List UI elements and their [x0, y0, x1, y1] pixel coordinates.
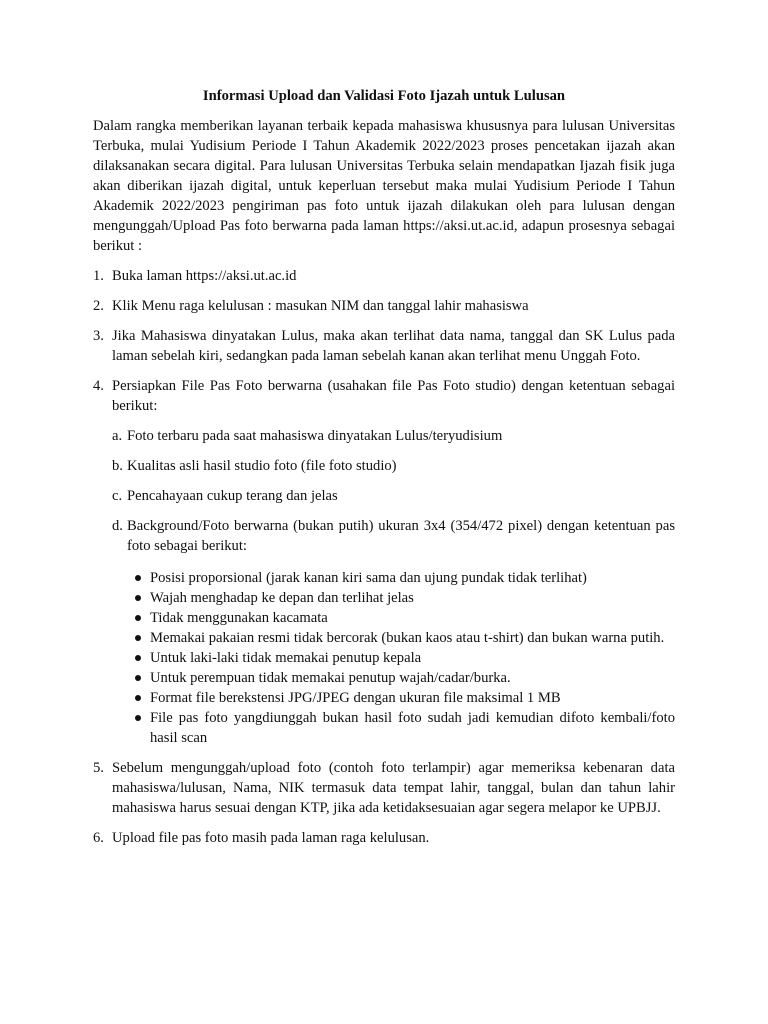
sub-item-text: Background/Foto berwarna (bukan putih) ukuran 3x4 (354/472 pixel) dengan ketentuan pas foto sebagai berikut:	[127, 518, 675, 554]
step-item	[93, 326, 675, 366]
sub-item-letter: c.	[112, 488, 123, 504]
bullet-icon	[135, 595, 141, 601]
step-item	[93, 376, 675, 748]
step-number: 4.	[93, 378, 104, 394]
intro-paragraph: Dalam rangka memberikan layanan terbaik kepada mahasiswa khususnya para lulusan Universitas Terbuka, mulai Yudisium Periode I Tahun Akademik 2022/2023 proses pencetakan ijazah akan dilaksanakan secara digital. Para lulusan Universitas Terbuka selain mendapatkan Ijazah fisik juga akan diberikan ijazah digital, untuk keperluan tersebut maka mulai Yudisium Periode I Tahun Akademik 2022/2023 pengiriman pas foto untuk ijazah dilakukan oleh para lulusan dengan mengunggah/Upload Pas foto berwarna pada laman https://aksi.ut.ac.id, adapun prosesnya sebagai berikut :	[93, 118, 675, 254]
step-number: 3.	[93, 328, 104, 344]
step-item	[93, 266, 675, 286]
bullet-icon	[135, 715, 141, 721]
sub-item-letter: d.	[112, 518, 123, 534]
bullet-item	[131, 688, 675, 708]
bullet-item	[131, 648, 675, 668]
bullet-text: Memakai pakaian resmi tidak bercorak (bukan kaos atau t-shirt) dan bukan warna putih.	[150, 630, 665, 646]
bullet-item	[131, 608, 675, 628]
step-number: 5.	[93, 760, 104, 776]
sub-item	[112, 456, 675, 476]
document-body	[93, 86, 675, 858]
steps-list	[93, 266, 675, 848]
step-text: Persiapkan File Pas Foto berwarna (usahakan file Pas Foto studio) dengan ketentuan sebagai berikut:	[112, 378, 675, 414]
bullet-icon	[135, 695, 141, 701]
step-text: Sebelum mengunggah/upload foto (contoh foto terlampir) agar memeriksa kebenaran data mahasiswa/lulusan, Nama, NIK termasuk data tempat lahir, tanggal, bulan dan tahun lahir mahasiswa harus sesuai dengan KTP, jika ada ketidaksesuaian agar segera melapor ke UPBJJ.	[112, 760, 675, 816]
bullet-text: Wajah menghadap ke depan dan terlihat jelas	[150, 590, 414, 606]
step-number: 6.	[93, 830, 104, 846]
bullet-icon	[135, 575, 141, 581]
sub-item	[112, 516, 675, 556]
step-number: 1.	[93, 268, 104, 284]
document-title: Informasi Upload dan Validasi Foto Ijazah untuk Lulusan	[202, 88, 566, 104]
step-text: Jika Mahasiswa dinyatakan Lulus, maka akan terlihat data nama, tanggal dan SK Lulus pada laman sebelah kiri, sedangkan pada laman sebelah kanan akan terlihat menu Unggah Foto.	[112, 328, 675, 364]
sub-item	[112, 426, 675, 446]
bullet-item	[131, 708, 675, 748]
step-item	[93, 758, 675, 818]
step-number: 2.	[93, 298, 104, 314]
step-text: Klik Menu raga kelulusan : masukan NIM dan tanggal lahir mahasiswa	[112, 298, 529, 314]
bullet-text: File pas foto yangdiunggah bukan hasil foto sudah jadi kemudian difoto kembali/foto hasil scan	[150, 710, 675, 746]
step-text: Upload file pas foto masih pada laman raga kelulusan.	[112, 830, 430, 846]
bullet-icon	[135, 655, 141, 661]
step-text: Buka laman https://aksi.ut.ac.id	[112, 268, 297, 284]
bullet-text: Posisi proporsional (jarak kanan kiri sama dan ujung pundak tidak terlihat)	[150, 570, 587, 586]
bullet-item	[131, 588, 675, 608]
step-item	[93, 828, 675, 848]
sub-item-letter: b.	[112, 458, 123, 474]
bullet-text: Tidak menggunakan kacamata	[150, 610, 328, 626]
bullet-icon	[135, 675, 141, 681]
sub-item-text: Pencahayaan cukup terang dan jelas	[127, 488, 338, 504]
step-item	[93, 296, 675, 316]
sub-item	[112, 486, 675, 506]
bullet-item	[131, 668, 675, 688]
bullet-text: Untuk perempuan tidak memakai penutup wajah/cadar/burka.	[150, 670, 511, 686]
bullet-text: Format file berekstensi JPG/JPEG dengan ukuran file maksimal 1 MB	[150, 690, 561, 706]
bullet-item	[131, 628, 675, 648]
bullet-icon	[135, 635, 141, 641]
sub-item-text: Kualitas asli hasil studio foto (file foto studio)	[127, 458, 397, 474]
bullet-list	[131, 568, 675, 748]
bullet-item	[131, 568, 675, 588]
bullet-icon	[135, 615, 141, 621]
sub-item-text: Foto terbaru pada saat mahasiswa dinyatakan Lulus/teryudisium	[127, 428, 503, 444]
sub-item-letter: a.	[112, 428, 123, 444]
bullet-text: Untuk laki-laki tidak memakai penutup kepala	[150, 650, 422, 666]
